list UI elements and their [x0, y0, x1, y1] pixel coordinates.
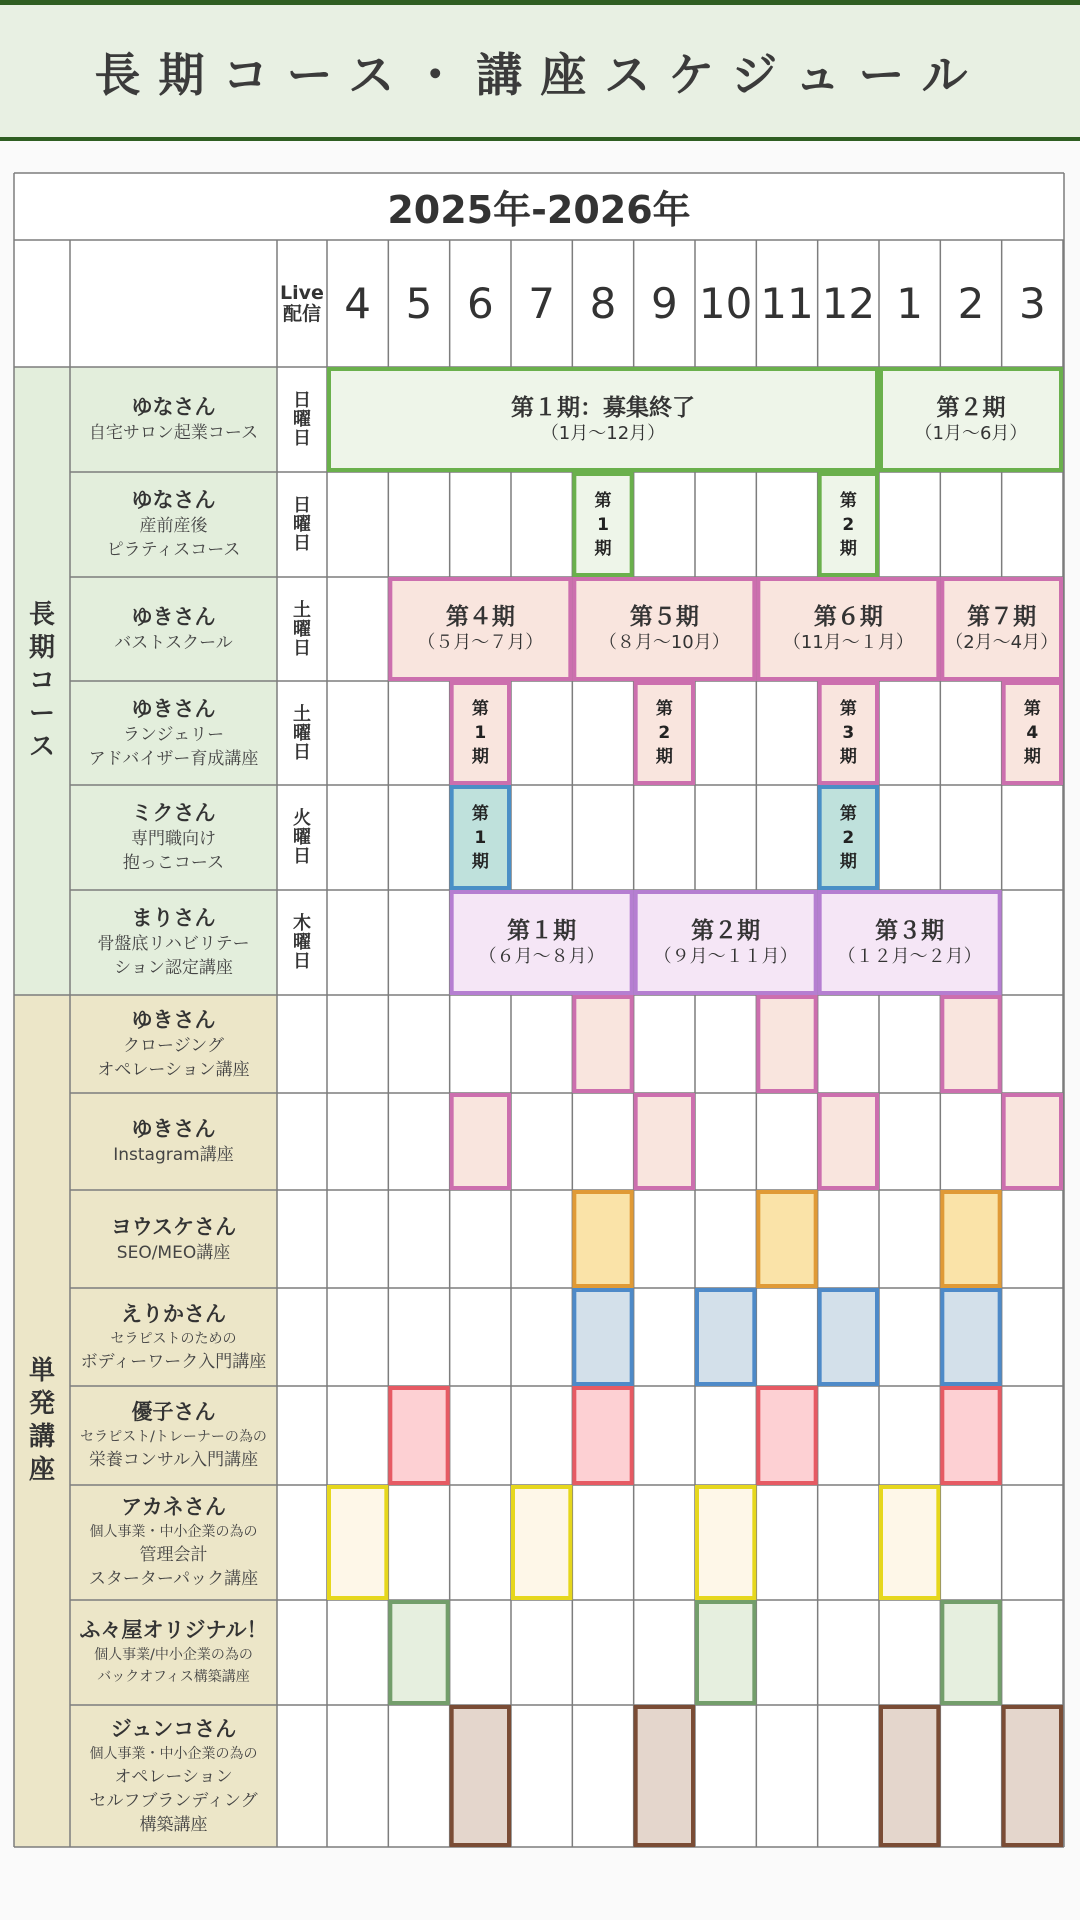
category-label: [14, 995, 70, 1847]
course-name: [70, 367, 277, 472]
month-label: 3: [1018, 279, 1046, 328]
live-day: [277, 890, 327, 995]
instructor-name: ゆなさん: [131, 488, 216, 512]
live-day: [277, 367, 327, 472]
period-range: （1月〜12月）: [540, 422, 666, 444]
live-day: [277, 785, 327, 890]
course-title: セラピストのための: [110, 1330, 237, 1347]
live-day-char: 日: [293, 637, 311, 659]
period-label: [634, 681, 695, 785]
month-label: 8: [589, 279, 617, 328]
course-title: ランジェリー: [122, 724, 225, 745]
course-title: ボディーワーク入門講座: [80, 1351, 267, 1372]
live-day-char: 日: [293, 428, 311, 449]
instructor-name: ふ々屋オリジナル！: [79, 1618, 268, 1642]
category-label-char: コ: [28, 665, 55, 696]
period-range: （５月〜７月）: [417, 632, 544, 653]
live-day: [277, 577, 327, 681]
page-title: 長期コース・講座スケジュール: [94, 48, 986, 102]
category-label-char: 発: [28, 1389, 55, 1419]
month-header: [756, 240, 817, 367]
instructor-name: ヨウスケさん: [110, 1214, 237, 1239]
live-day-char: 曜: [293, 618, 311, 640]
live-day-char: 土: [293, 599, 311, 621]
period-title: 第７期: [967, 604, 1037, 630]
period-label: [327, 367, 879, 472]
period-label: [450, 681, 511, 785]
category-label-char: 単: [28, 1356, 55, 1386]
category-label-char: 長: [28, 599, 55, 630]
period-vertical-text: 2: [842, 514, 855, 535]
month-label: 5: [405, 279, 433, 328]
course-name: [70, 1485, 277, 1600]
period-vertical-text: 2: [658, 723, 671, 743]
period-vertical-text: 期: [471, 747, 489, 767]
period-vertical-text: 期: [839, 538, 857, 559]
course-title: Instagram講座: [113, 1145, 234, 1165]
instructor-name: ゆなさん: [131, 395, 216, 419]
course-name: [70, 1093, 277, 1190]
period-label: [818, 890, 1002, 995]
instructor-name: まりさん: [131, 906, 216, 930]
month-header: [940, 240, 1001, 367]
period-range: （11月〜１月）: [782, 632, 914, 653]
instructor-name: ゆきさん: [131, 604, 216, 629]
period-label: [756, 577, 940, 681]
course-title: アドバイザー育成講座: [88, 748, 259, 769]
period-title: 第４期: [445, 604, 515, 630]
instructor-name: えりかさん: [121, 1301, 226, 1326]
month-label: 10: [698, 279, 753, 328]
period-vertical-text: 第: [1023, 699, 1041, 719]
course-name: [70, 1705, 277, 1847]
live-day-char: 木: [293, 913, 311, 934]
period-title: 第２期: [936, 394, 1006, 421]
period-vertical-text: 第: [839, 490, 857, 511]
live-day: [277, 472, 327, 577]
period-title: 第３期: [875, 917, 945, 944]
category-label-char: 座: [28, 1455, 55, 1485]
period-label: [879, 367, 1063, 472]
month-label: 12: [821, 279, 876, 328]
period-range: （６月〜８月）: [478, 945, 605, 967]
instructor-name: ゆきさん: [131, 1007, 216, 1032]
course-name: [70, 472, 277, 577]
category-label-char: ス: [28, 731, 55, 762]
period-label: [388, 577, 572, 681]
course-title: 自宅サロン起業コース: [88, 423, 259, 443]
period-range: （１２月〜２月）: [837, 945, 982, 967]
instructor-name: ゆきさん: [131, 1117, 216, 1141]
course-title: 専門職向け: [131, 829, 216, 849]
period-vertical-text: 第: [839, 699, 857, 719]
course-title: オペレーション: [114, 1766, 233, 1787]
category-label: [14, 367, 70, 995]
period-vertical-text: 第: [655, 699, 673, 719]
course-title: SEO/MEO講座: [116, 1242, 231, 1263]
instructor-name: ゆきさん: [131, 696, 216, 721]
month-label: 1: [896, 279, 924, 328]
period-label: [634, 890, 818, 995]
period-label: [572, 577, 756, 681]
instructor-name: ミクさん: [131, 801, 216, 825]
course-title: スターターパック講座: [88, 1569, 259, 1589]
course-title: セラピスト/トレーナーの為の: [80, 1429, 267, 1445]
live-header: [277, 240, 327, 367]
course-name: [70, 1600, 277, 1705]
period-vertical-text: 第: [839, 803, 857, 824]
period-vertical-text: 期: [1023, 747, 1041, 767]
period-label: [818, 472, 879, 577]
live-day-char: 曜: [293, 514, 311, 535]
live-day-char: 曜: [293, 827, 311, 848]
course-name: [70, 890, 277, 995]
month-header: [572, 240, 633, 367]
period-vertical-text: 期: [839, 747, 857, 767]
instructor-name: 優子さん: [131, 1400, 216, 1424]
month-header: [1002, 240, 1063, 367]
course-title: 産前産後: [139, 516, 208, 536]
live-day-char: 日: [293, 495, 311, 516]
period-vertical-text: 第: [471, 699, 489, 719]
period-label: [450, 785, 511, 890]
period-title: 第１期：募集終了: [510, 394, 695, 421]
course-title: ピラティスコース: [106, 540, 241, 560]
period-vertical-text: 第: [471, 803, 489, 824]
course-name: [70, 785, 277, 890]
month-header: [327, 240, 388, 367]
period-vertical-text: 2: [842, 827, 855, 848]
course-title: 個人事業・中小企業の為の: [89, 1524, 258, 1540]
instructor-name: ジュンコさん: [110, 1716, 237, 1741]
period-vertical-text: 期: [471, 851, 489, 872]
period-label: [818, 681, 879, 785]
period-title: 第２期: [691, 917, 761, 944]
category-label-char: 期: [28, 632, 55, 663]
course-title: 栄養コンサル入門講座: [88, 1450, 259, 1470]
course-title: 個人事業・中小企業の為の: [89, 1745, 258, 1762]
live-header-text: 配信: [282, 302, 321, 325]
year-title: [14, 173, 1064, 240]
live-day: [277, 681, 327, 785]
period-label: [1002, 681, 1063, 785]
month-label: 7: [528, 279, 556, 328]
live-day-char: 日: [293, 741, 311, 763]
month-header: [634, 240, 695, 367]
category-label-char: 講: [28, 1422, 55, 1452]
period-range: （８月〜10月）: [598, 632, 730, 653]
live-header-text: Live: [280, 281, 324, 304]
live-day-char: 日: [293, 390, 311, 411]
course-title: 骨盤底リハビリテー: [97, 934, 250, 954]
period-range: （2月〜4月）: [945, 632, 1059, 653]
month-header: [818, 240, 879, 367]
course-title: 抱っこコース: [122, 853, 225, 873]
live-day-char: 日: [293, 533, 311, 554]
period-label: [450, 890, 634, 995]
course-title: オペレーション講座: [97, 1059, 250, 1080]
period-vertical-text: 1: [597, 514, 609, 535]
course-title: バックオフィス構築講座: [97, 1669, 250, 1685]
course-name: [70, 1386, 277, 1485]
month-header: [879, 240, 940, 367]
period-label: [572, 472, 633, 577]
period-vertical-text: 4: [1026, 723, 1039, 743]
course-name: [70, 681, 277, 785]
course-name: [70, 577, 277, 681]
month-header: [450, 240, 511, 367]
live-day-char: 土: [293, 703, 311, 725]
live-day-char: 曜: [293, 932, 311, 953]
course-title: 管理会計: [139, 1545, 208, 1565]
course-title: クロージング: [123, 1035, 224, 1056]
month-label: 4: [344, 279, 372, 328]
period-range: （1月〜6月）: [914, 422, 1028, 444]
period-title: 第１期: [507, 917, 577, 944]
category-label-char: ー: [28, 698, 55, 729]
course-title: 構築講座: [139, 1814, 208, 1835]
period-vertical-text: 1: [474, 827, 487, 848]
course-name: [70, 1190, 277, 1288]
period-label: [818, 785, 879, 890]
month-label: 6: [466, 279, 494, 328]
month-header: [388, 240, 449, 367]
live-day-char: 曜: [293, 722, 311, 744]
live-day-char: 火: [293, 808, 311, 829]
period-vertical-text: 第: [594, 490, 612, 511]
month-label: 11: [760, 279, 814, 328]
period-range: （９月〜１１月）: [653, 945, 798, 967]
course-name: [70, 1288, 277, 1386]
period-vertical-text: 1: [474, 723, 487, 743]
month-label: 9: [650, 279, 678, 328]
period-vertical-text: 期: [594, 538, 612, 559]
month-header: [695, 240, 756, 367]
period-vertical-text: 期: [655, 747, 673, 767]
course-title: 個人事業/中小企業の為の: [94, 1647, 253, 1663]
instructor-name: アカネさん: [121, 1495, 226, 1519]
period-title: 第５期: [629, 604, 699, 630]
live-day-char: 日: [293, 846, 311, 867]
period-label: [940, 577, 1063, 681]
course-title: バストスクール: [114, 632, 233, 653]
period-title: 第６期: [813, 604, 883, 630]
live-day-char: 日: [293, 951, 311, 972]
live-day-char: 曜: [293, 409, 311, 430]
period-vertical-text: 期: [839, 851, 857, 872]
year-title-text: 2025年-2026年: [387, 188, 691, 232]
period-vertical-text: 3: [842, 723, 855, 743]
month-header: [511, 240, 572, 367]
month-label: 2: [957, 279, 985, 328]
course-name: [70, 995, 277, 1093]
course-title: ション認定講座: [114, 958, 233, 978]
course-title: セルフブランディング: [89, 1790, 258, 1811]
